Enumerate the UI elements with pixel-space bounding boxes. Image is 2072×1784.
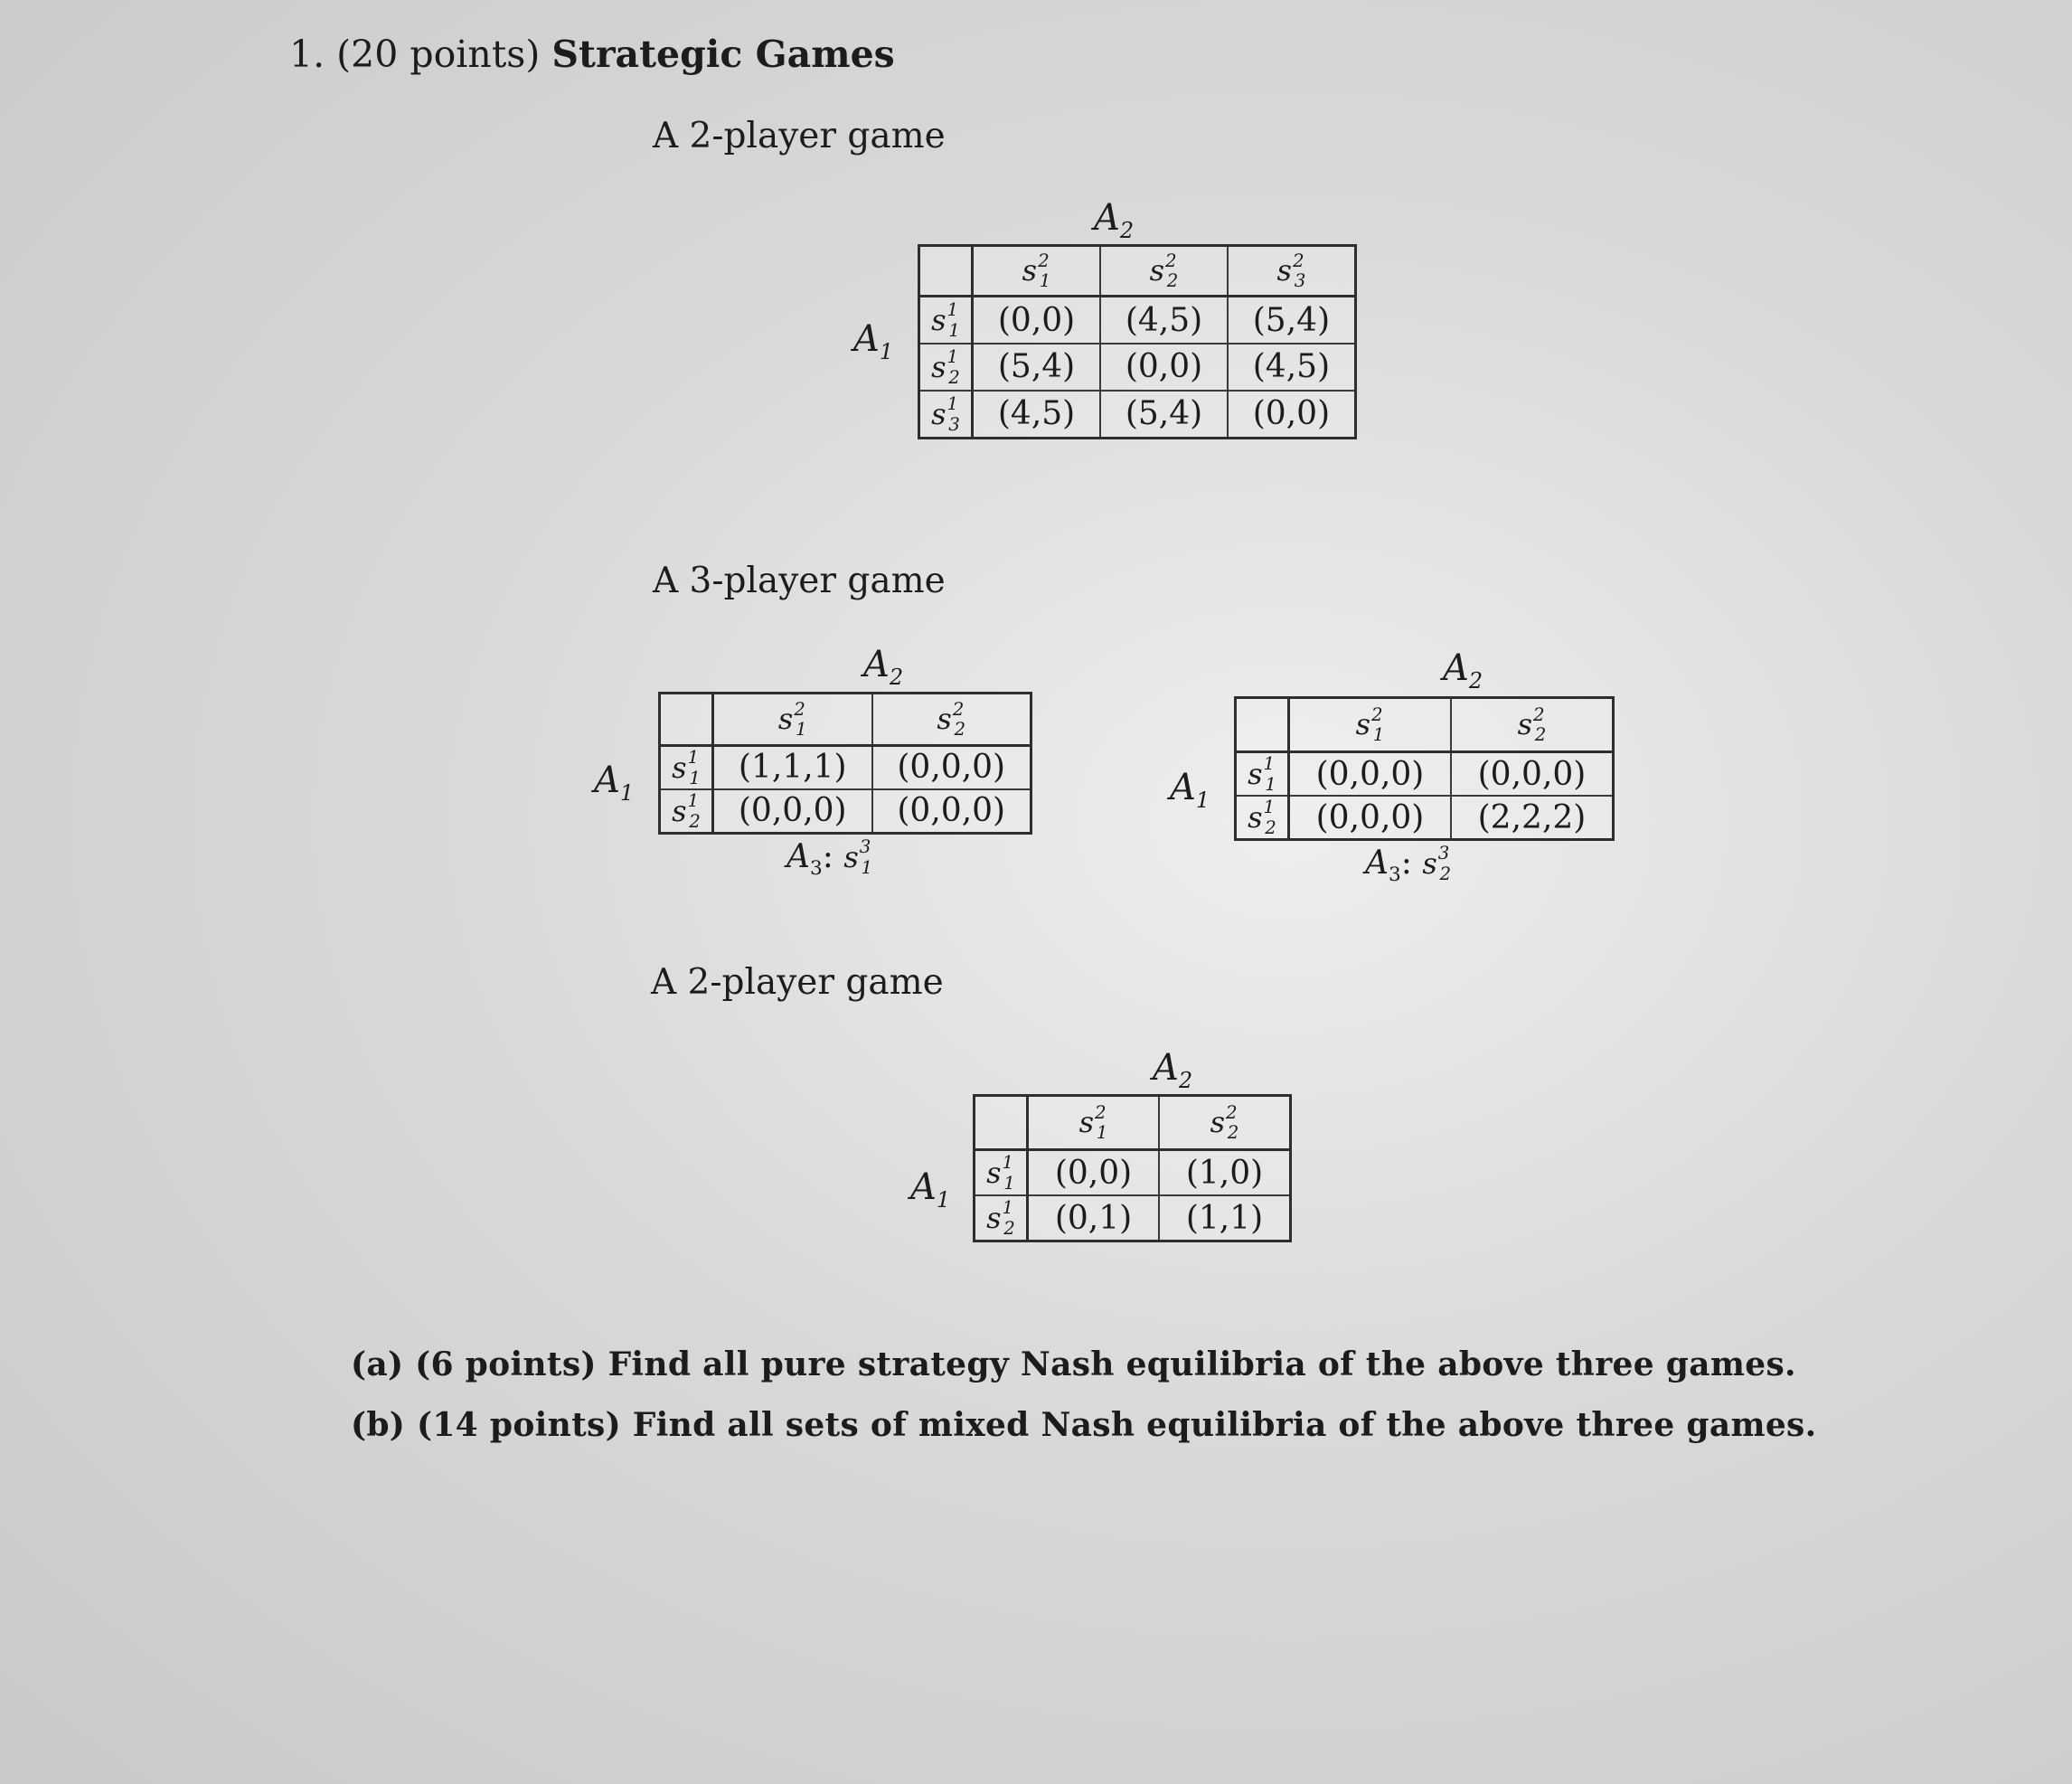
table-row bbox=[1236, 796, 1614, 840]
game1-col-player: $A_2$ bbox=[1094, 197, 1135, 243]
payoff-cell: (0,0) bbox=[1100, 344, 1228, 391]
problem-number: 1. bbox=[289, 33, 325, 76]
payoff-cell: (0,0,0) bbox=[1289, 796, 1452, 840]
game1-col-strategy: $s^2_1$ bbox=[973, 246, 1101, 297]
payoff-cell: (0,0,0) bbox=[872, 789, 1031, 833]
question-points: (14 points) bbox=[416, 1406, 621, 1444]
question-text: Find all sets of mixed Nash equilibria of the above three games. bbox=[632, 1406, 1817, 1444]
game1-col-strategy: $s^2_2$ bbox=[1100, 246, 1228, 297]
table-corner bbox=[975, 1096, 1028, 1150]
game3-col-strategy: $s^2_2$ bbox=[1159, 1096, 1291, 1150]
game2-left-col-strategy: $s^2_2$ bbox=[872, 694, 1031, 746]
game3-row-strategy: $s^1_2$ bbox=[975, 1195, 1028, 1241]
payoff-cell: (4,5) bbox=[973, 391, 1101, 439]
game2-caption: A 3-player game bbox=[653, 561, 946, 601]
table-row bbox=[660, 746, 1031, 789]
game2-right-col-strategy: $s^2_1$ bbox=[1289, 698, 1452, 752]
table-row bbox=[975, 1150, 1291, 1196]
payoff-cell: (5,4) bbox=[1100, 391, 1228, 439]
game2-left-col-player: $A_2$ bbox=[863, 644, 904, 690]
question-label: (a) bbox=[351, 1345, 404, 1383]
payoff-cell: (1,1) bbox=[1159, 1195, 1291, 1241]
problem-title: Strategic Games bbox=[551, 33, 895, 76]
problem-points: (20 points) bbox=[336, 33, 541, 76]
payoff-cell: (0,0) bbox=[1028, 1150, 1160, 1196]
question-b bbox=[351, 1406, 1816, 1444]
game2-right-player3-label: $A_3$: $s^3_2$ bbox=[1365, 843, 1452, 887]
payoff-cell: (0,0,0) bbox=[1451, 752, 1614, 797]
payoff-cell: (0,0,0) bbox=[872, 746, 1031, 789]
payoff-cell: (0,0,0) bbox=[1289, 752, 1452, 797]
game1-row-player: $A_1$ bbox=[853, 318, 894, 364]
question-points: (6 points) bbox=[415, 1345, 597, 1383]
game1-caption: A 2-player game bbox=[653, 116, 946, 156]
game2-left-row-player: $A_1$ bbox=[594, 760, 635, 806]
game3-row-strategy: $s^1_1$ bbox=[975, 1150, 1028, 1196]
game2-left-row-strategy: $s^1_2$ bbox=[660, 789, 713, 833]
payoff-cell: (2,2,2) bbox=[1451, 796, 1614, 840]
game2-left-row-strategy: $s^1_1$ bbox=[660, 746, 713, 789]
game1-payoff-table bbox=[918, 244, 1357, 439]
game1-row-strategy: $s^1_2$ bbox=[919, 344, 973, 391]
game3-col-player: $A_2$ bbox=[1153, 1047, 1193, 1093]
game2-right-row-player: $A_1$ bbox=[1170, 767, 1210, 813]
game2-left-payoff-table bbox=[658, 692, 1032, 835]
payoff-cell: (0,0,0) bbox=[713, 789, 872, 833]
payoff-cell: (0,0) bbox=[973, 297, 1101, 345]
problem-heading bbox=[289, 33, 895, 76]
payoff-cell: (1,1,1) bbox=[713, 746, 872, 789]
table-corner bbox=[660, 694, 713, 746]
payoff-cell: (0,0) bbox=[1228, 391, 1356, 439]
payoff-cell: (5,4) bbox=[1228, 297, 1356, 345]
game2-right-payoff-table bbox=[1234, 696, 1615, 841]
game2-right-col-player: $A_2$ bbox=[1443, 647, 1483, 694]
game3-caption: A 2-player game bbox=[651, 962, 944, 1003]
game1-col-strategy: $s^2_3$ bbox=[1228, 246, 1356, 297]
game2-right-col-strategy: $s^2_2$ bbox=[1451, 698, 1614, 752]
game2-right-row-strategy: $s^1_1$ bbox=[1236, 752, 1289, 797]
game3-col-strategy: $s^2_1$ bbox=[1028, 1096, 1160, 1150]
question-text: Find all pure strategy Nash equilibria of the above three games. bbox=[607, 1345, 1796, 1383]
game1-row-strategy: $s^1_1$ bbox=[919, 297, 973, 345]
payoff-cell: (1,0) bbox=[1159, 1150, 1291, 1196]
game3-payoff-table bbox=[973, 1094, 1292, 1242]
table-corner bbox=[1236, 698, 1289, 752]
table-row bbox=[975, 1195, 1291, 1241]
game2-left-col-strategy: $s^2_1$ bbox=[713, 694, 872, 746]
game2-right-row-strategy: $s^1_2$ bbox=[1236, 796, 1289, 840]
question-a bbox=[351, 1345, 1796, 1383]
table-row bbox=[919, 391, 1356, 439]
payoff-cell: (0,1) bbox=[1028, 1195, 1160, 1241]
table-row bbox=[660, 789, 1031, 833]
game3-row-player: $A_1$ bbox=[910, 1166, 951, 1213]
game1-row-strategy: $s^1_3$ bbox=[919, 391, 973, 439]
table-row bbox=[919, 297, 1356, 345]
payoff-cell: (4,5) bbox=[1100, 297, 1228, 345]
payoff-cell: (4,5) bbox=[1228, 344, 1356, 391]
table-corner bbox=[919, 246, 973, 297]
question-label: (b) bbox=[351, 1406, 406, 1444]
table-row bbox=[1236, 752, 1614, 797]
game2-left-player3-label: $A_3$: $s^3_1$ bbox=[786, 836, 873, 881]
table-row bbox=[919, 344, 1356, 391]
payoff-cell: (5,4) bbox=[973, 344, 1101, 391]
